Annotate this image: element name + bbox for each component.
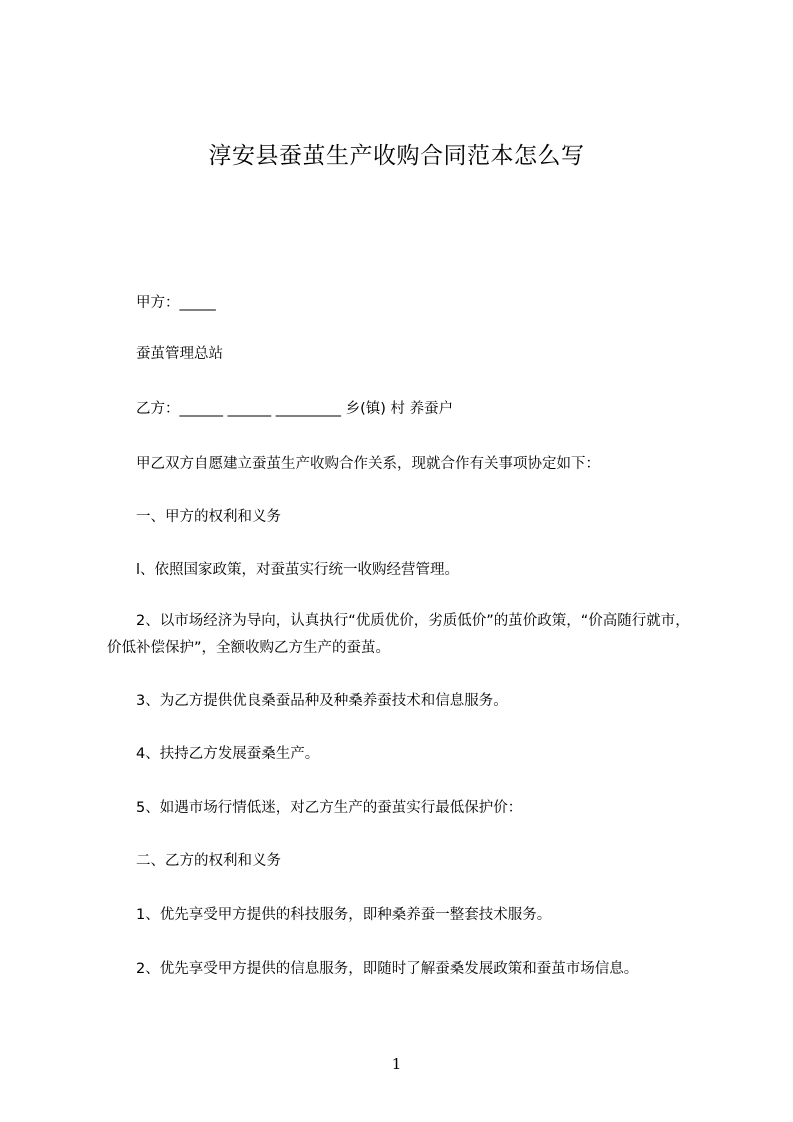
party-a-item-1: l、依照国家政策，对蚕茧实行统一收购经营管理。: [136, 562, 460, 578]
party-a-item-3: 3、为乙方提供优良桑蚕品种及种桑养蚕技术和信息服务。: [136, 693, 508, 709]
section-heading-party-a: 一、甲方的权利和义务: [136, 509, 281, 525]
section-heading-party-b: 二、乙方的权利和义务: [136, 853, 281, 869]
party-b-line: 乙方：______ ______ _________ 乡(镇) 村 养蚕户: [136, 401, 454, 417]
party-a-name: 蚕茧管理总站: [136, 346, 223, 362]
document-title: 淳安县蚕茧生产收购合同范本怎么写: [208, 143, 585, 169]
party-a-item-2: 2、以市场经济为导向，认真执行“优质优价，劣质低价”的茧价政策，“价高随行就市，价低补偿保护”，全额收购乙方生产的蚕茧。: [107, 613, 690, 656]
intro-paragraph: 甲乙双方自愿建立蚕茧生产收购合作关系，现就合作有关事项协定如下：: [136, 456, 600, 472]
party-a-line: 甲方：_____: [136, 295, 216, 311]
party-b-item-2: 2、优先享受甲方提供的信息服务，即随时了解蚕桑发展政策和蚕茧市场信息。: [136, 961, 639, 977]
page-number: 1: [391, 1055, 402, 1073]
party-b-item-1: 1、优先享受甲方提供的科技服务，即种桑养蚕一整套技术服务。: [136, 907, 552, 923]
party-a-item-5: 5、如遇市场行情低迷，对乙方生产的蚕茧实行最低保护价：: [136, 800, 523, 816]
party-a-item-4: 4、扶持乙方发展蚕桑生产。: [136, 746, 320, 762]
